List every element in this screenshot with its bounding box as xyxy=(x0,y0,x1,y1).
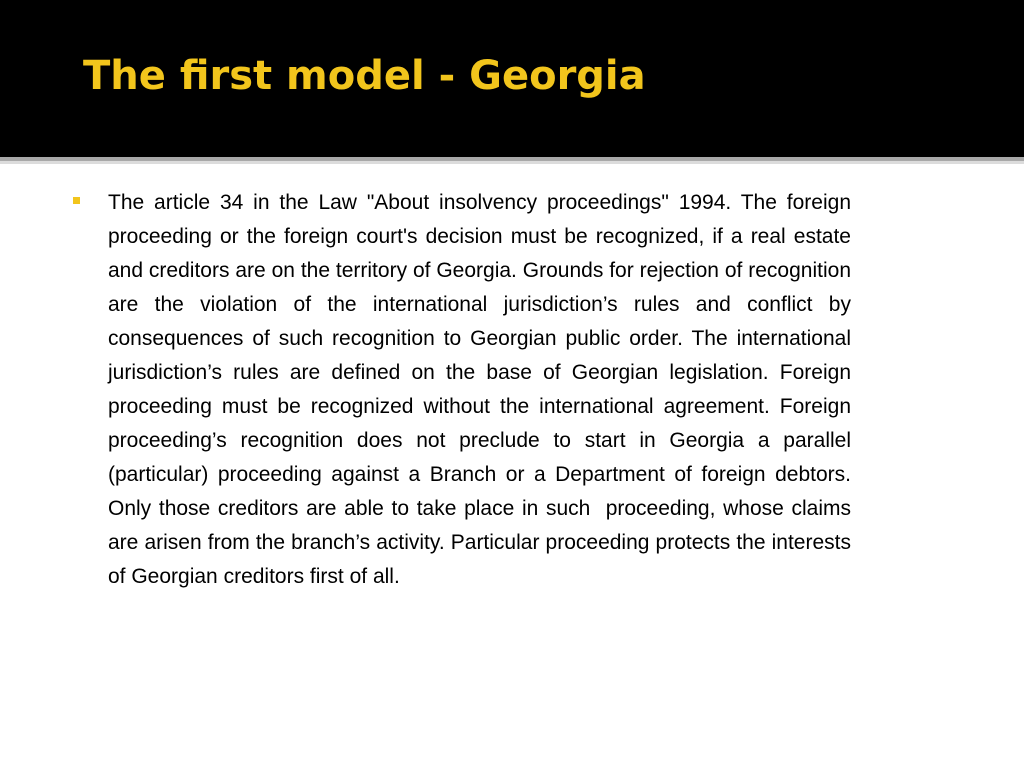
title-divider-shadow xyxy=(0,161,1024,164)
bullet-text: The article 34 in the Law "About insolvency proceedings" 1994. The foreign proceeding or the foreign court's decision must be recognized, if a real estate and creditors are on the territory of Georgia. Grounds for rejection of recognition are the violation of the international jurisdiction’s rules and conflict by consequences of such recognition to Georgian public order. The international jurisdiction’s rules are defined on the base of Georgian legislation. Foreign proceeding must be recognized without the international agreement. Foreign proceeding’s recognition does not preclude to start in Georgia a parallel (particular) proceeding against a Branch or a Department of foreign debtors. Only those creditors are able to take place in such proceeding, whose claims are arisen from the branch’s activity. Particular proceeding protects the interests of Georgian creditors first of all. xyxy=(108,191,857,588)
title-bar xyxy=(0,0,1024,157)
bullet-item xyxy=(73,186,857,594)
slide-title: The first model - Georgia xyxy=(83,53,646,99)
square-bullet-icon xyxy=(73,197,80,204)
slide-body xyxy=(73,186,857,594)
